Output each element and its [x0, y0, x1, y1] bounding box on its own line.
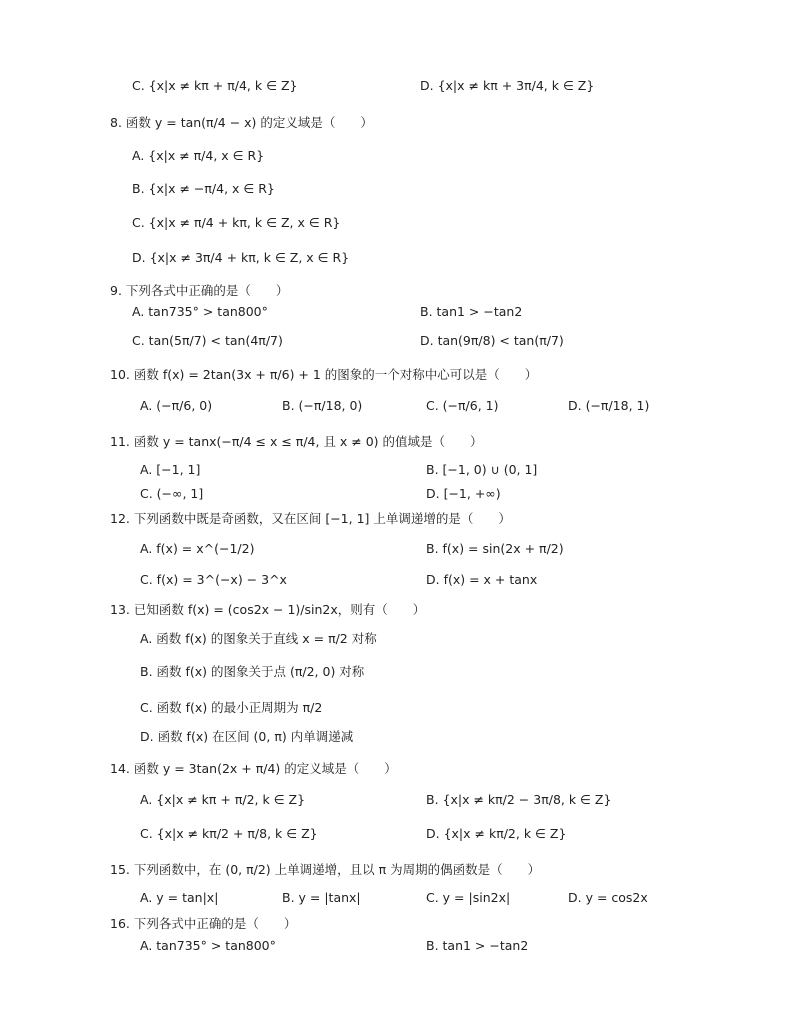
answer-option: A. tan735° > tan800°: [132, 304, 268, 319]
question-stem: 15. 下列函数中，在 (0, π/2) 上单调递增，且以 π 为周期的偶函数是（ ）: [110, 862, 541, 877]
answer-option: C. 函数 f(x) 的最小正周期为 π/2: [140, 700, 323, 715]
answer-option: B. {x|x ≠ −π/4, x ∈ R}: [132, 181, 275, 196]
answer-option: C. tan(5π/7) < tan(4π/7): [132, 333, 283, 348]
answer-option: C. f(x) = 3^(−x) − 3^x: [140, 572, 287, 587]
answer-option: D. {x|x ≠ kπ + 3π/4, k ∈ Z}: [420, 78, 595, 93]
answer-option: C. y = |sin2x|: [426, 890, 511, 905]
answer-option: D. (−π/18, 1): [568, 398, 650, 413]
answer-option: A. f(x) = x^(−1/2): [140, 541, 255, 556]
answer-option: D. 函数 f(x) 在区间 (0, π) 内单调递减: [140, 729, 354, 744]
answer-option: D. y = cos2x: [568, 890, 648, 905]
answer-option: B. y = |tanx|: [282, 890, 361, 905]
answer-option: A. (−π/6, 0): [140, 398, 213, 413]
question-stem: 14. 函数 y = 3tan(2x + π/4) 的定义域是（ ）: [110, 761, 397, 776]
question-stem: 9. 下列各式中正确的是（ ）: [110, 283, 289, 298]
answer-option: B. {x|x ≠ kπ/2 − 3π/8, k ∈ Z}: [426, 792, 612, 807]
question-stem: 11. 函数 y = tanx(−π/4 ≤ x ≤ π/4, 且 x ≠ 0) 的值域是（ ）: [110, 434, 483, 449]
answer-option: B. f(x) = sin(2x + π/2): [426, 541, 564, 556]
answer-option: C. (−∞, 1]: [140, 486, 204, 501]
answer-option: D. tan(9π/8) < tan(π/7): [420, 333, 564, 348]
answer-option: D. {x|x ≠ 3π/4 + kπ, k ∈ Z, x ∈ R}: [132, 250, 350, 265]
answer-option: C. {x|x ≠ kπ/2 + π/8, k ∈ Z}: [140, 826, 318, 841]
answer-option: A. y = tan|x|: [140, 890, 219, 905]
question-stem: 12. 下列函数中既是奇函数，又在区间 [−1, 1] 上单调递增的是（ ）: [110, 511, 511, 526]
answer-option: D. [−1, +∞): [426, 486, 501, 501]
answer-option: C. (−π/6, 1): [426, 398, 499, 413]
question-stem: 8. 函数 y = tan(π/4 − x) 的定义域是（ ）: [110, 115, 373, 130]
answer-option: A. 函数 f(x) 的图象关于直线 x = π/2 对称: [140, 631, 377, 646]
question-stem: 10. 函数 f(x) = 2tan(3x + π/6) + 1 的图象的一个对称中心可以是（ ）: [110, 367, 538, 382]
answer-option: B. tan1 > −tan2: [426, 938, 529, 953]
question-stem: 16. 下列各式中正确的是（ ）: [110, 916, 297, 931]
answer-option: B. 函数 f(x) 的图象关于点 (π/2, 0) 对称: [140, 664, 365, 679]
answer-option: B. (−π/18, 0): [282, 398, 363, 413]
answer-option: A. tan735° > tan800°: [140, 938, 276, 953]
answer-option: C. {x|x ≠ π/4 + kπ, k ∈ Z, x ∈ R}: [132, 215, 341, 230]
answer-option: D. {x|x ≠ kπ/2, k ∈ Z}: [426, 826, 567, 841]
question-stem: 13. 已知函数 f(x) = (cos2x − 1)/sin2x，则有（ ）: [110, 602, 426, 617]
answer-option: A. [−1, 1]: [140, 462, 201, 477]
answer-option: B. tan1 > −tan2: [420, 304, 523, 319]
answer-option: C. {x|x ≠ kπ + π/4, k ∈ Z}: [132, 78, 298, 93]
answer-option: D. f(x) = x + tanx: [426, 572, 538, 587]
answer-option: B. [−1, 0) ∪ (0, 1]: [426, 462, 538, 477]
answer-option: A. {x|x ≠ π/4, x ∈ R}: [132, 148, 265, 163]
answer-option: A. {x|x ≠ kπ + π/2, k ∈ Z}: [140, 792, 306, 807]
